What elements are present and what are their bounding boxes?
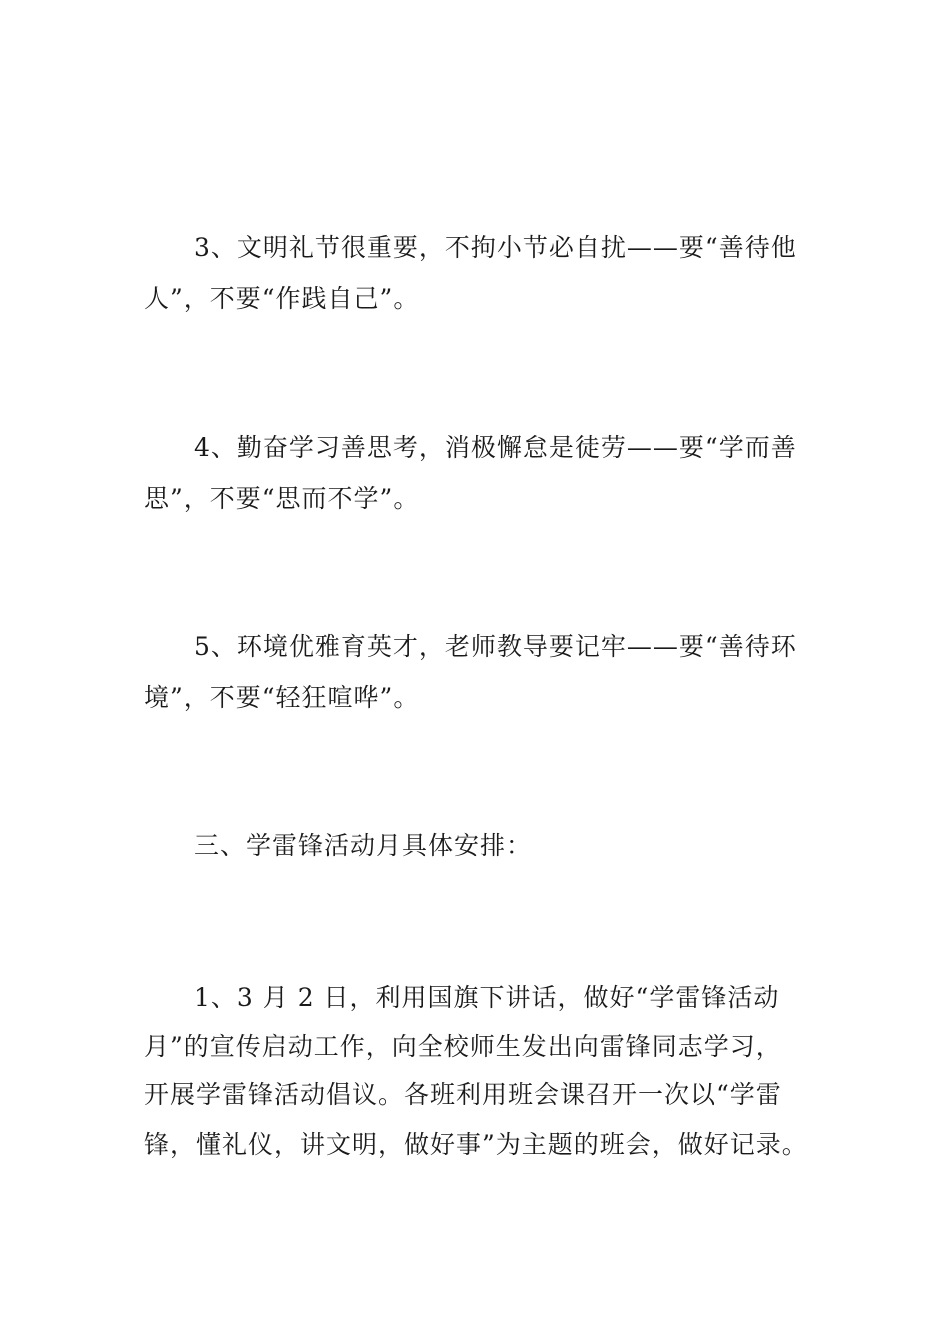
section-heading: 三、学雷锋活动月具体安排： [194, 831, 533, 860]
arrangement-1-line-2: 月”的宣传启动工作，向全校师生发出向雷锋同志学习， [144, 1032, 782, 1061]
arrangement-1-line-3: 开展学雷锋活动倡议。各班利用班会课召开一次以“学雷 [144, 1080, 782, 1109]
paragraph-4-line-1: 4、勤奋学习善思考，消极懈怠是徒劳——要“学而善 [194, 433, 797, 462]
paragraph-5-line-1: 5、环境优雅育英才，老师教导要记牢——要“善待环 [194, 632, 797, 661]
arrangement-1-line-1: 1、3 月 2 日，利用国旗下讲话，做好“学雷锋活动 [194, 983, 780, 1012]
arrangement-1-line-4: 锋，懂礼仪，讲文明，做好事”为主题的班会，做好记录。 [144, 1130, 808, 1159]
paragraph-4-line-2: 思”，不要“思而不学”。 [144, 484, 420, 513]
paragraph-3-line-1: 3、文明礼节很重要，不拘小节必自扰——要“善待他 [194, 233, 797, 262]
paragraph-3-line-2: 人”，不要“作践自己”。 [144, 284, 420, 313]
paragraph-5-line-2: 境”，不要“轻狂喧哗”。 [144, 683, 420, 712]
